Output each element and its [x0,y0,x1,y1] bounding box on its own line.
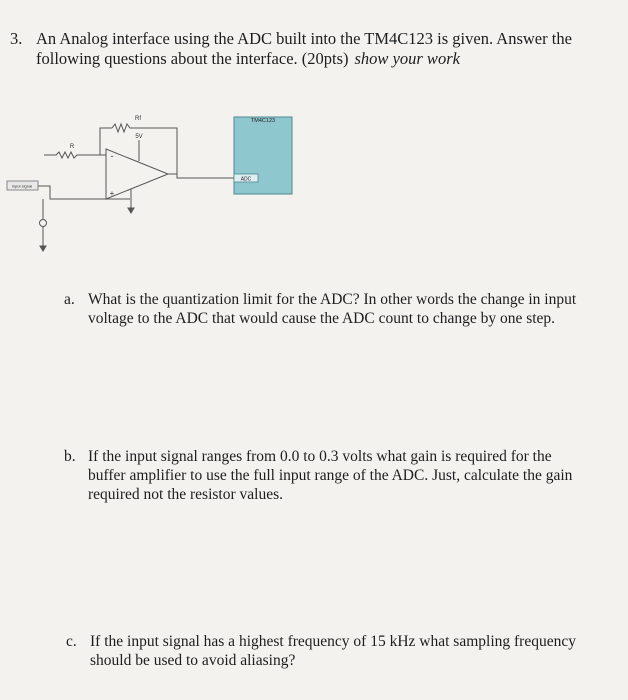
item-c-text [90,632,576,670]
item-a-line: voltage to the ADC that would cause the ADC count to change by one step. [88,310,556,327]
question-number: 3. [10,29,23,48]
question-prompt [36,29,620,69]
item-b-text [88,447,572,504]
op-amp [106,149,168,199]
circuit-diagram [0,100,330,270]
input-label: input signal [11,183,33,189]
question-line-2: following questions about the interface. (20pts) [36,49,349,68]
question-line-2-wrap [36,49,620,69]
input-resistor-r [44,152,100,158]
item-b-line: buffer amplifier to use the full input range of the ADC. Just, calculate the gain [88,467,573,484]
item-b-marker: b. [64,448,76,465]
item-c-line: If the input signal has a highest frequency of 15 kHz what sampling frequency [90,633,576,650]
r-label: R [69,144,75,150]
item-a-line: What is the quantization limit for the ADC? In other words the change in input [88,291,577,308]
minus-sign: - [110,151,114,161]
item-c-line: should be used to avoid aliasing? [90,652,296,669]
item-a-marker: a. [64,291,75,308]
plus-ground-arrow [128,208,134,213]
item-c-marker: c. [66,633,77,650]
question-line-1: An Analog interface using the ADC built into the TM4C123 is given. Answer the [36,29,572,48]
output-wire [168,174,234,178]
plus-sign: + [109,189,115,198]
source-terminal [40,220,47,227]
supply-label: 5V [135,134,143,140]
handwritten-note: show your work [354,49,460,68]
source-ground-arrow [40,246,46,251]
adc-label: ADC [240,176,252,183]
item-b-line: required not the resistor values. [88,486,283,503]
mcu-label: TM4C123 [250,118,276,124]
item-b-line: If the input signal ranges from 0.0 to 0.3 volts what gain is required for the [88,448,552,465]
rf-label: Rf [135,116,141,122]
item-a-text [88,290,576,328]
